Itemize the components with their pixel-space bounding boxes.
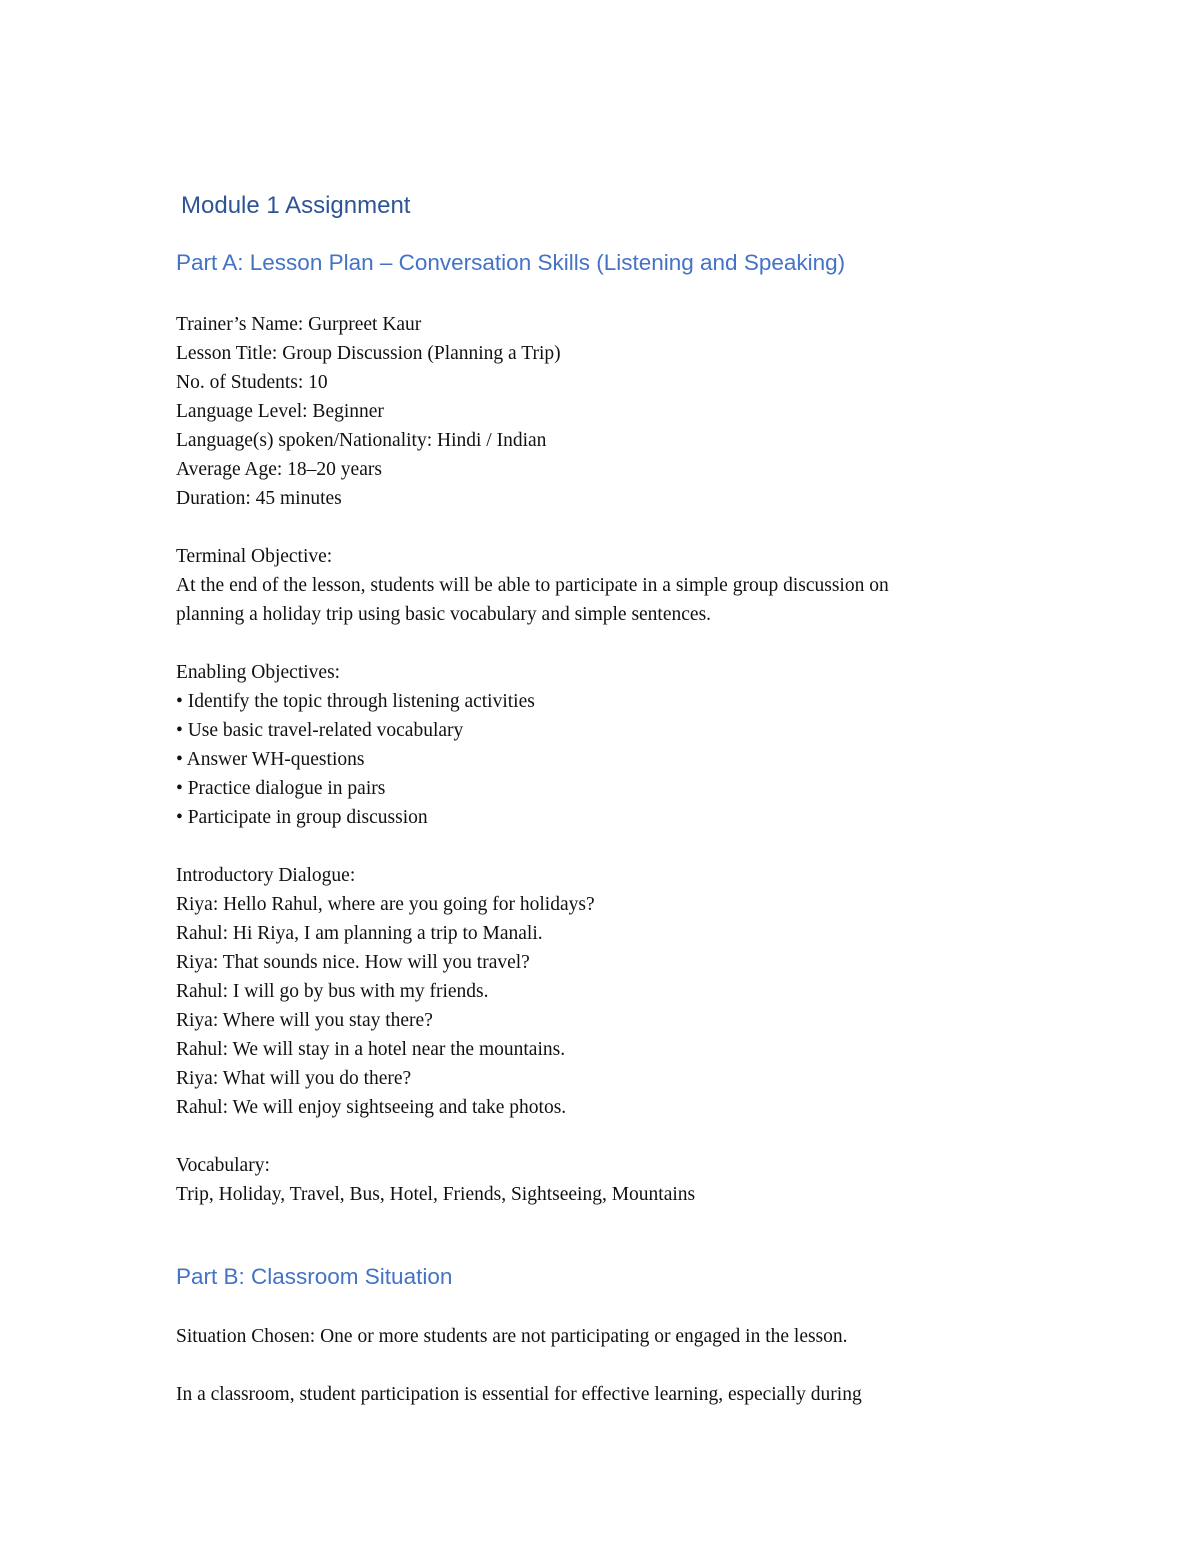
terminal-objective-label: Terminal Objective: — [176, 546, 333, 567]
vocabulary-label: Vocabulary: — [176, 1155, 270, 1176]
introductory-dialogue-label: Introductory Dialogue: — [176, 865, 356, 886]
detail-average-age: Average Age: 18–20 years — [176, 459, 382, 480]
paragraph-text: In a classroom, student participation is essential for effective learning, especially during — [176, 1384, 862, 1405]
document-title: Module 1 Assignment — [181, 192, 411, 219]
enabling-objective-item: • Answer WH-questions — [176, 749, 365, 770]
dialogue-line: Rahul: I will go by bus with my friends. — [176, 981, 489, 1002]
dialogue-line: Riya: That sounds nice. How will you travel? — [176, 952, 530, 973]
part-b-heading: Part B: Classroom Situation — [176, 1264, 453, 1289]
detail-languages-spoken: Language(s) spoken/Nationality: Hindi / Indian — [176, 430, 547, 451]
part-a-heading: Part A: Lesson Plan – Conversation Skills (Listening and Speaking) — [176, 250, 846, 275]
detail-lesson-title: Lesson Title: Group Discussion (Planning a Trip) — [176, 343, 561, 364]
detail-no-of-students: No. of Students: 10 — [176, 372, 328, 393]
dialogue-line: Rahul: We will stay in a hotel near the mountains. — [176, 1039, 566, 1060]
situation-chosen: Situation Chosen: One or more students are not participating or engaged in the lesson. — [176, 1326, 848, 1347]
enabling-objective-item: • Use basic travel-related vocabulary — [176, 720, 464, 741]
enabling-objective-item: • Participate in group discussion — [176, 807, 428, 828]
detail-trainer-name: Trainer’s Name: Gurpreet Kaur — [176, 314, 422, 335]
terminal-objective-line: planning a holiday trip using basic vocabulary and simple sentences. — [176, 604, 712, 625]
enabling-objectives-label: Enabling Objectives: — [176, 662, 341, 683]
dialogue-line: Riya: Hello Rahul, where are you going for holidays? — [176, 894, 595, 915]
terminal-objective-line: At the end of the lesson, students will be able to participate in a simple group discussion on — [176, 575, 889, 596]
enabling-objective-item: • Identify the topic through listening activities — [176, 691, 535, 712]
dialogue-line: Riya: Where will you stay there? — [176, 1010, 433, 1031]
vocabulary-words: Trip, Holiday, Travel, Bus, Hotel, Friends, Sightseeing, Mountains — [176, 1184, 696, 1205]
dialogue-line: Riya: What will you do there? — [176, 1068, 412, 1089]
dialogue-line: Rahul: We will enjoy sightseeing and take photos. — [176, 1097, 567, 1118]
dialogue-line: Rahul: Hi Riya, I am planning a trip to Manali. — [176, 923, 543, 944]
detail-duration: Duration: 45 minutes — [176, 488, 342, 509]
enabling-objective-item: • Practice dialogue in pairs — [176, 778, 386, 799]
detail-language-level: Language Level: Beginner — [176, 401, 384, 422]
